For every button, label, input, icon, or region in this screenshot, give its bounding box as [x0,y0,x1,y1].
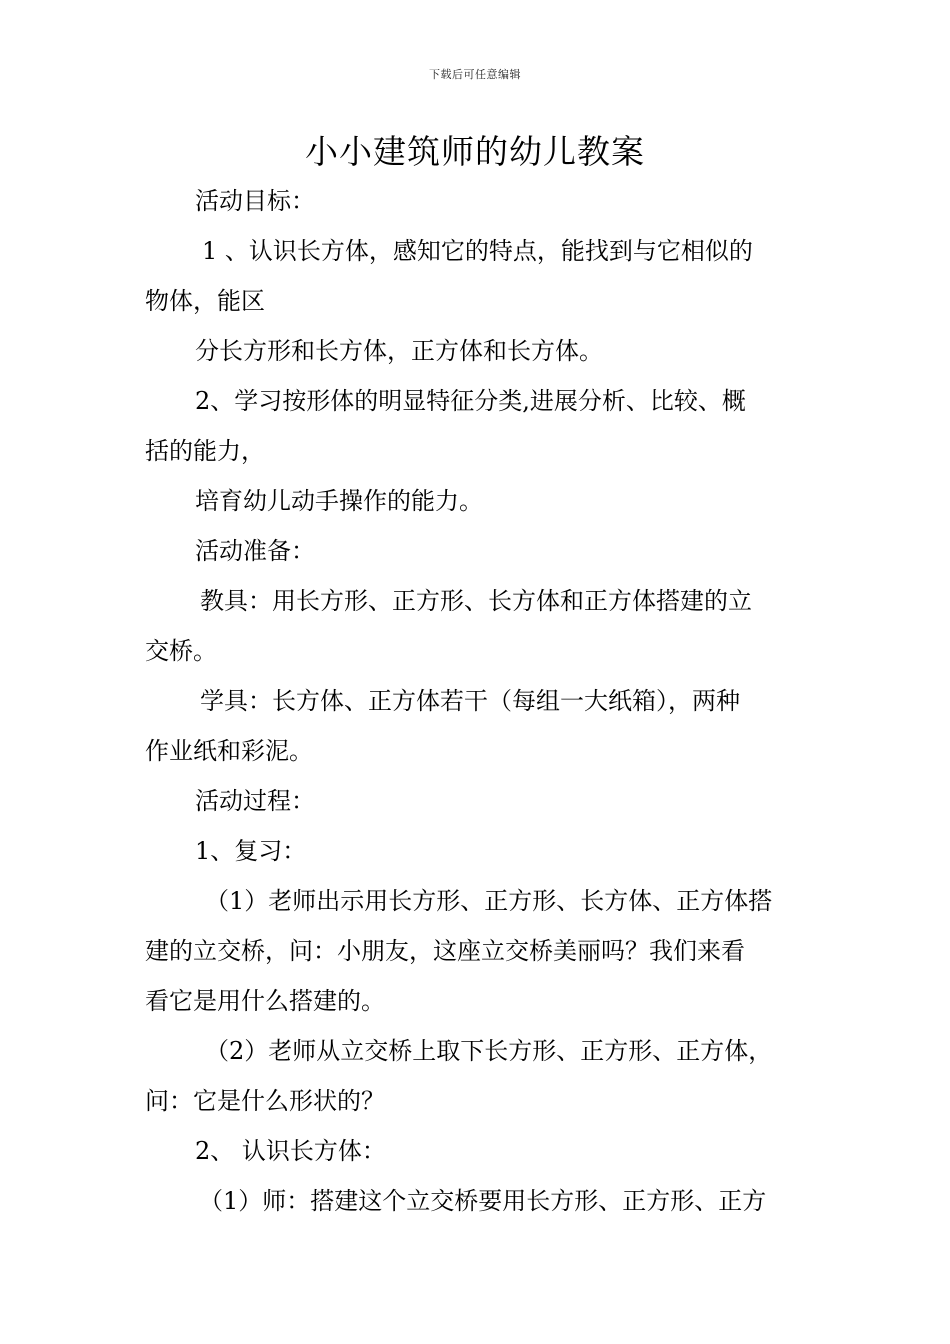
document-title: 小小建筑师的幼儿教案 [305,132,645,171]
paragraph-line: 作业纸和彩泥。 [145,737,313,765]
header-note: 下载后可任意编辑 [429,68,521,81]
paragraph-line: 培育幼儿动手操作的能力。 [195,487,483,515]
paragraph-line: 分长方形和长方体，正方体和长方体。 [195,337,603,365]
section-heading: 活动目标： [195,187,315,215]
section-heading: 活动准备： [195,537,315,565]
paragraph-line: （2）老师从立交桥上取下长方形、正方形、正方体， [205,1037,773,1065]
paragraph-line: 1 、认识长方体，感知它的特点，能找到与它相似的 [202,237,753,265]
document-body [145,176,810,1226]
paragraph-line: 1、复习： [195,837,307,865]
paragraph-line: 教具：用长方形、正方形、长方体和正方体搭建的立 [200,587,752,615]
paragraph-line: 学具：长方体、正方体若干（每组一大纸箱），两种 [200,687,740,715]
paragraph-line: 物体，能区 [145,287,265,315]
paragraph-line: （1）老师出示用长方形、正方形、长方体、正方体搭 [205,887,773,915]
paragraph-line: 2、 认识长方体： [195,1137,386,1165]
paragraph-line: 看它是用什么搭建的。 [145,987,385,1015]
paragraph-line: （1）师：搭建这个立交桥要用长方形、正方形、正方 [199,1187,767,1215]
section-heading: 活动过程： [195,787,315,815]
paragraph-line: 括的能力， [145,437,265,465]
paragraph-line: 交桥。 [145,637,217,665]
paragraph-line: 2、学习按形体的明显特征分类,进展分析、比较、概 [195,387,746,415]
paragraph-line: 问：它是什么形状的？ [145,1087,385,1115]
paragraph-line: 建的立交桥，问：小朋友，这座立交桥美丽吗？我们来看 [145,937,745,965]
